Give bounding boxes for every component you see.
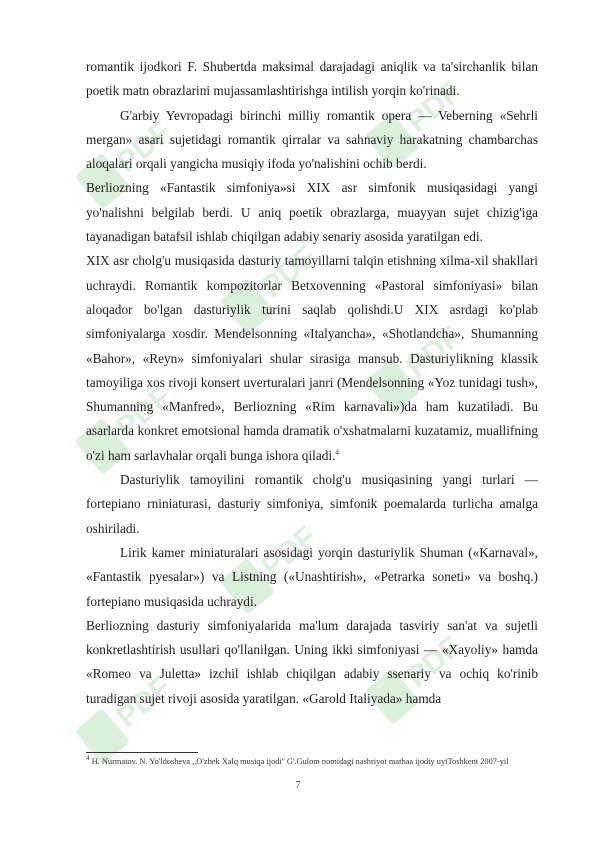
watermark-text: PDF — [255, 520, 323, 585]
watermark-text: PDF — [110, 115, 178, 180]
paragraph — [86, 468, 538, 541]
paragraph — [86, 541, 538, 614]
body-text — [86, 55, 538, 711]
watermark-text: PDF — [255, 240, 323, 305]
footnote-text: H. Nurmatov. N. Yo'ldosheva ,,O'zbek Xalq musiqa ijodi'' G'.Gulom nomidagi nashriyot matbaa ijodiy uyiToshkent 2007-yil — [89, 757, 509, 766]
paragraph — [86, 104, 538, 180]
footnote-reference: 4 — [335, 448, 339, 457]
paragraph-text: Dasturiylik tamoyilini romantik cholg'u musiqasining yangi turlari — fortepiano rniniaturasi, dasturiy simfoniya, simfonik poemalarda turlicha amalga oshiriladi. — [86, 472, 538, 536]
footnote-mark: 4 — [86, 754, 90, 763]
paragraph — [86, 55, 538, 104]
footnote — [86, 756, 538, 767]
paragraph-text: XIX asr cholg'u musiqasida dasturiy tamoyillarni talqin etishning xilma-xil shakllari uchraydi. Romantik kompozitorlar Betxovenning «Pastoral simfoniyasi» bilan aloqador bo'lgan dasturiylik turini saqlab qolishdi.U XIX asrdagi ko'plab simfoniyalarga xosdir. Mendelsonning «Italyancha», «Shotlandcha», Shumanning «Bahor», «Reyn» simfoniyalari shular sirasiga mansub. Dasturiylikning klassik tamoyiliga xos rivoji konsert uverturalari janri (Mendelsonning «Yoz tunidagi tush», Shumanning «Manfred», Berliozning «Rim karnavali»)da ham kuzatiladi. Bu asarlarda konkret emotsional hamda dramatik o'xshatmalarni kuzatamiz, muallifning o'zi ham sarlavhalar orqali bunga ishora qiladi. — [86, 253, 538, 463]
watermark-text: PDF — [400, 630, 468, 695]
paragraph-text: romantik ijodkori F. Shubertda maksimal darajadagi aniqlik va ta'sirchanlik bilan poetik matn obrazlarini mujassamlashtirishga intilish yorqin ko'rinadi. — [86, 59, 538, 99]
paragraph — [86, 176, 538, 249]
watermark-text: PDF — [400, 320, 468, 385]
paragraph-text: G'arbiy Yevropadagi birinchi milliy romantik opera — Veberning «Sehrli mergan» asari sujetidagi romantik qirralar va sahnaviy harakatning chambarchas aloqalari orqali yangicha musiqiy ifoda yo'nalishini ochib berdi. — [86, 107, 538, 172]
paragraph-text: Berliozning dasturiy simfoniyalarida ma'lum darajada tasviriy san'at va sujetli konkretlashtirish usullari qo'llanilgan. Uning ikki simfoniyasi — «Xayoliy» hamda «Romeo va Juletta» izchil ishlab chiqilgan adabiy ssenariy va ochiq ko'rinib turadigan sujet rivoji asosida yaratilgan. «Garold Italiyada» hamda — [86, 617, 538, 706]
paragraph-text: Lirik kamer miniaturalari asosidagi yorqin dasturiylik Shuman («Karnaval», «Fantastik pyesalar») va Listning («Unashtirish», «Petrarka soneti» va boshq.) fortepiano musiqasida uchraydi. — [86, 544, 538, 609]
watermark-text: PDF — [400, 75, 468, 140]
footnote-divider — [86, 752, 198, 753]
watermark-text: PDF — [110, 670, 178, 735]
paragraph-text: Berliozning «Fantastik simfoniya»si XIX asr simfonik musiqasidagi yangi yo'nalishni belgilab berdi. U aniq poetik obrazlarga, muayyan sujet chizig'iga tayanadigan batafsil ishlab chiqilgan adabiy senariy asosida yaratilgan edi. — [86, 180, 538, 245]
watermark-text: PDF — [110, 380, 178, 445]
page-number: 7 — [295, 780, 301, 791]
paragraph — [86, 249, 538, 468]
paragraph — [86, 614, 538, 711]
